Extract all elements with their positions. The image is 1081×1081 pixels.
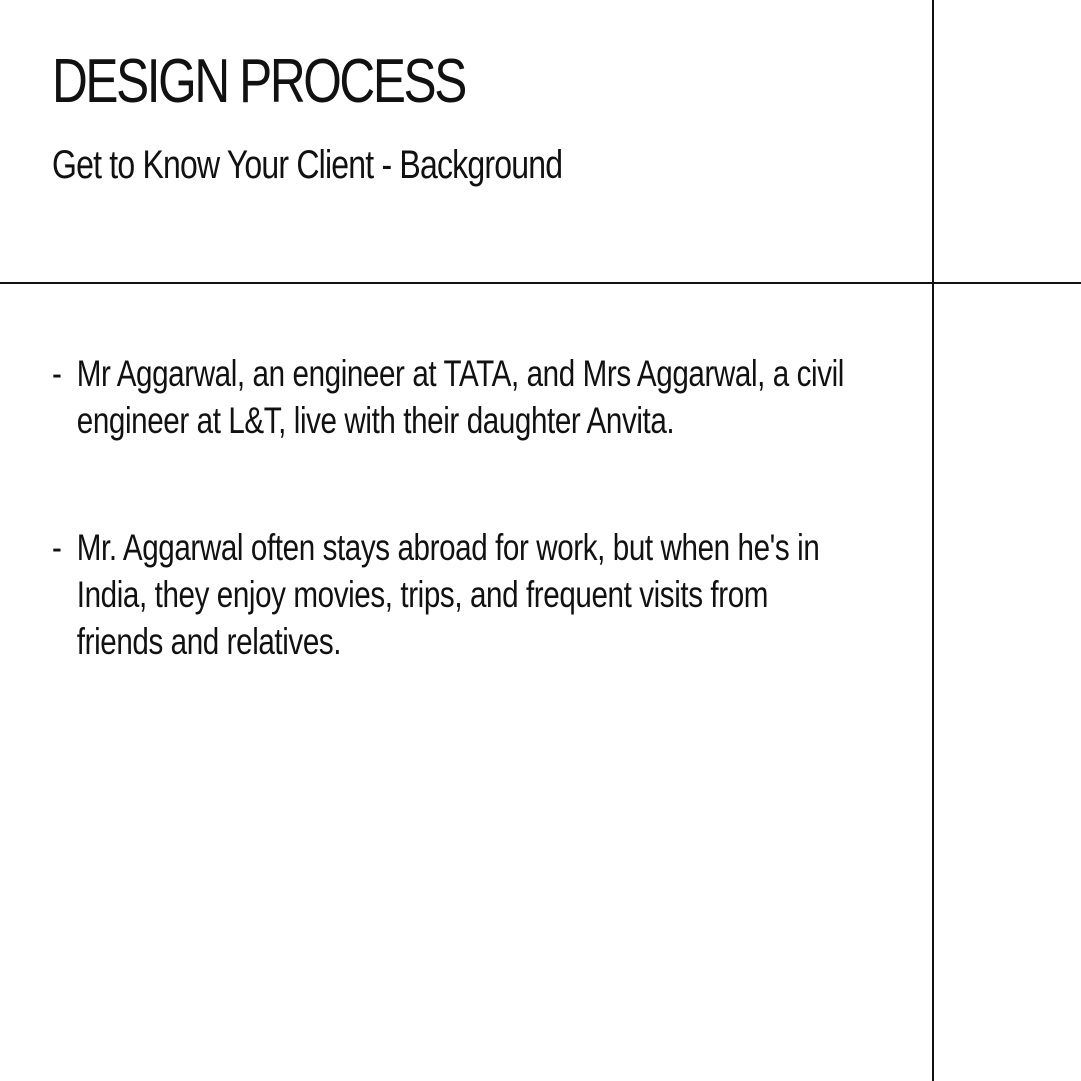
bullet-marker: -	[52, 527, 62, 568]
list-item	[52, 350, 860, 444]
bullet-text: Mr Aggarwal, an engineer at TATA, and Mrs Aggarwal, a civil engineer at L&T, live with their daughter Anvita.	[76, 353, 845, 441]
page-subtitle: Get to Know Your Client - Background	[52, 143, 563, 187]
bullet-text: Mr. Aggarwal often stays abroad for work, but when he's in India, they enjoy movies, trips, and frequent visits from friends and relatives.	[76, 527, 820, 662]
horizontal-divider	[0, 282, 1081, 284]
vertical-divider	[932, 0, 934, 1081]
list-item	[52, 524, 860, 665]
bullet-list	[52, 350, 860, 665]
page-title: DESIGN PROCESS	[52, 47, 465, 116]
bullet-marker: -	[52, 353, 62, 394]
